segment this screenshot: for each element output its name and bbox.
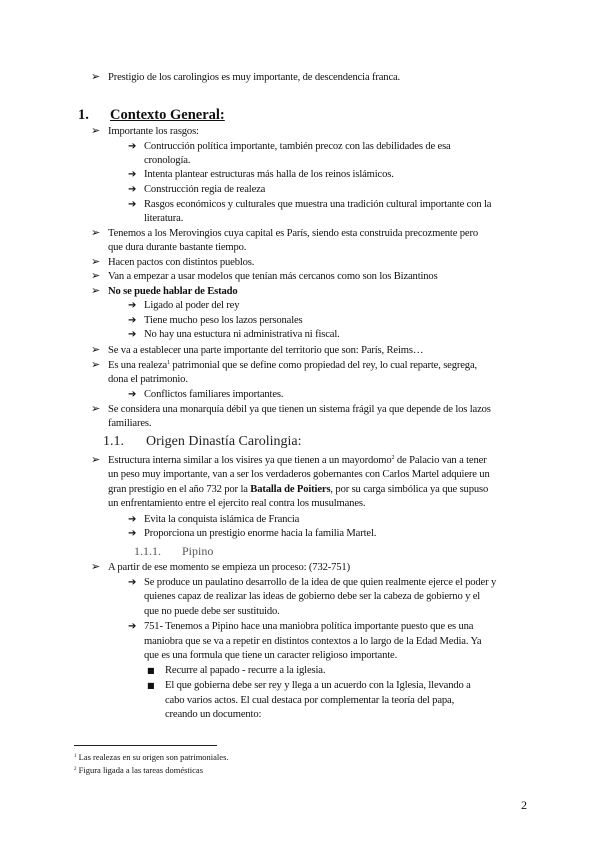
list-item: Estructura interna similar a los visires ya que tienen a un mayordomo$^2$ de Palacio van a tener bbox=[108, 455, 487, 466]
arrow-bullet-icon: ➢ bbox=[91, 226, 101, 239]
arrow-right-bullet-icon: ➔ bbox=[128, 141, 137, 152]
page-number: 2 bbox=[521, 798, 527, 812]
arrow-right-bullet-icon: ➔ bbox=[128, 300, 137, 311]
arrow-right-bullet-icon: ➔ bbox=[128, 577, 137, 588]
list-item-continuation: un enfrentamiento entre el ejercito real contra los musulmanes. bbox=[108, 498, 366, 509]
arrow-bullet-icon: ➢ bbox=[91, 453, 101, 466]
arrow-bullet-icon: ➢ bbox=[91, 402, 101, 415]
list-item-continuation: que es una formula que tiene un caracter religioso importante. bbox=[144, 650, 398, 661]
arrow-right-bullet-icon: ➔ bbox=[128, 329, 137, 340]
arrow-bullet-icon: ➢ bbox=[91, 269, 101, 282]
list-item: Intenta plantear estructuras más halla de los reinos islámicos. bbox=[144, 169, 394, 180]
list-item: Rasgos económicos y culturales que muestra una tradición cultural importante con la bbox=[144, 199, 492, 210]
list-item: A partir de ese momento se empieza un proceso: (732-751) bbox=[108, 562, 350, 573]
arrow-bullet-icon: ➢ bbox=[91, 358, 101, 371]
list-item-continuation: que dura durante bastante tiempo. bbox=[108, 242, 247, 253]
list-item: Recurre al papado - recurre a la iglesia. bbox=[165, 665, 326, 676]
list-item-continuation: dona el patrimonio. bbox=[108, 374, 188, 385]
arrow-right-bullet-icon: ➔ bbox=[128, 514, 137, 525]
list-item: Es una realeza$^1$ patrimonial que se define como propiedad del rey, lo cual reparte, segrega, bbox=[108, 360, 478, 371]
footnote-2: $^2$ Figura ligada a las tareas domésticas bbox=[74, 765, 204, 775]
list-item: Proporciona un prestigio enorme hacia la familia Martel. bbox=[144, 528, 377, 539]
intro-line: Prestigio de los carolingios es muy importante, de descendencia franca. bbox=[108, 72, 401, 83]
list-item: Se produce un paulatino desarrollo de la idea de que quien realmente ejerce el poder y bbox=[144, 577, 497, 588]
list-item-continuation: gran prestigio en el año 732 por la Batalla de Poitiers, por su carga simbólica ya que supuso bbox=[108, 484, 489, 495]
list-item: Tiene mucho peso los lazos personales bbox=[144, 315, 303, 326]
list-item: Construcción regia de realeza bbox=[144, 184, 266, 195]
list-item: Hacen pactos con distintos pueblos. bbox=[108, 257, 255, 268]
arrow-right-bullet-icon: ➔ bbox=[128, 169, 137, 180]
list-item: El que gobierna debe ser rey y llega a un acuerdo con la Iglesia, llevando a bbox=[165, 680, 471, 691]
section-1-title: Contexto General: bbox=[110, 107, 225, 123]
footnote-ref-1[interactable]: 1 bbox=[167, 360, 170, 366]
list-item: Conflictos familiares importantes. bbox=[144, 389, 284, 400]
list-item: 751- Tenemos a Pipino hace una maniobra política importante puesto que es una bbox=[144, 621, 474, 632]
arrow-bullet-icon: ➢ bbox=[91, 70, 101, 83]
list-item-bold: No se puede hablar de Estado bbox=[108, 286, 238, 297]
footnote-ref-2[interactable]: 2 bbox=[391, 455, 395, 461]
list-item: Tenemos a los Merovingios cuya capital es París, siendo esta construida precozmente pero bbox=[108, 228, 478, 239]
arrow-right-bullet-icon: ➔ bbox=[128, 184, 137, 195]
list-item-continuation: literatura. bbox=[144, 213, 184, 224]
list-item-continuation: que no puede debe ser sustituido. bbox=[144, 606, 280, 617]
arrow-bullet-icon: ➢ bbox=[91, 560, 101, 573]
list-item: Se considera una monarquía débil ya que tienen un sistema frágil ya que depende de los lazos bbox=[108, 404, 491, 415]
section-1-1-1-number: 1.1.1. bbox=[134, 544, 161, 558]
arrow-right-bullet-icon: ➔ bbox=[128, 621, 137, 632]
arrow-bullet-icon: ➢ bbox=[91, 343, 101, 356]
battle-name: Batalla de Poitiers bbox=[250, 484, 331, 495]
arrow-right-bullet-icon: ➔ bbox=[128, 315, 137, 326]
section-1-1-title: Origen Dinastía Carolingia: bbox=[146, 434, 302, 449]
section-1-1-number: 1.1. bbox=[103, 434, 124, 449]
arrow-right-bullet-icon: ➔ bbox=[128, 389, 137, 400]
list-item-continuation: un peso muy importante, van a ser los verdaderos gobernantes con Carlos Martel adquiere un bbox=[108, 469, 490, 480]
footnote-1: $^1$ Las realezas en su origen son patrimoniales. bbox=[74, 752, 229, 762]
arrow-right-bullet-icon: ➔ bbox=[128, 199, 137, 210]
list-item: Van a empezar a usar modelos que tenían más cercanos como son los Bizantinos bbox=[108, 271, 438, 282]
list-item: Evita la conquista islámica de Francia bbox=[144, 514, 300, 525]
list-item-continuation: creando un documento: bbox=[165, 709, 262, 720]
list-item: Ligado al poder del rey bbox=[144, 300, 240, 311]
list-item: Contrucción política importante, también precoz con las debilidades de esa bbox=[144, 141, 451, 152]
arrow-right-bullet-icon: ➔ bbox=[128, 528, 137, 539]
section-1-1-1-title: Pipino bbox=[182, 544, 214, 558]
square-bullet-icon: ■ bbox=[147, 681, 155, 690]
list-item: Se va a establecer una parte importante del territorio que son: París, Reims… bbox=[108, 345, 424, 356]
section-1-number: 1. bbox=[78, 107, 89, 123]
arrow-bullet-icon: ➢ bbox=[91, 124, 101, 137]
list-item-continuation: cabo varios actos. El cual destaca por complementar la teoría del papa, bbox=[165, 695, 455, 706]
list-item: Importante los rasgos: bbox=[108, 126, 199, 137]
list-item-continuation: maniobra que se va a repetir en distintos contextos a lo largo de la Edad Media. Ya bbox=[144, 636, 482, 647]
list-item: No hay una estuctura ni administrativa ni fiscal. bbox=[144, 329, 340, 340]
arrow-bullet-icon: ➢ bbox=[91, 255, 101, 268]
square-bullet-icon: ■ bbox=[147, 666, 155, 675]
arrow-bullet-icon: ➢ bbox=[91, 284, 101, 297]
list-item-continuation: familiares. bbox=[108, 418, 152, 429]
list-item-continuation: cronología. bbox=[144, 155, 191, 166]
footnote-divider bbox=[74, 745, 217, 746]
list-item-continuation: quienes capaz de realizar las ideas de gobierno debe ser la cabeza de gobierno y el bbox=[144, 591, 481, 602]
